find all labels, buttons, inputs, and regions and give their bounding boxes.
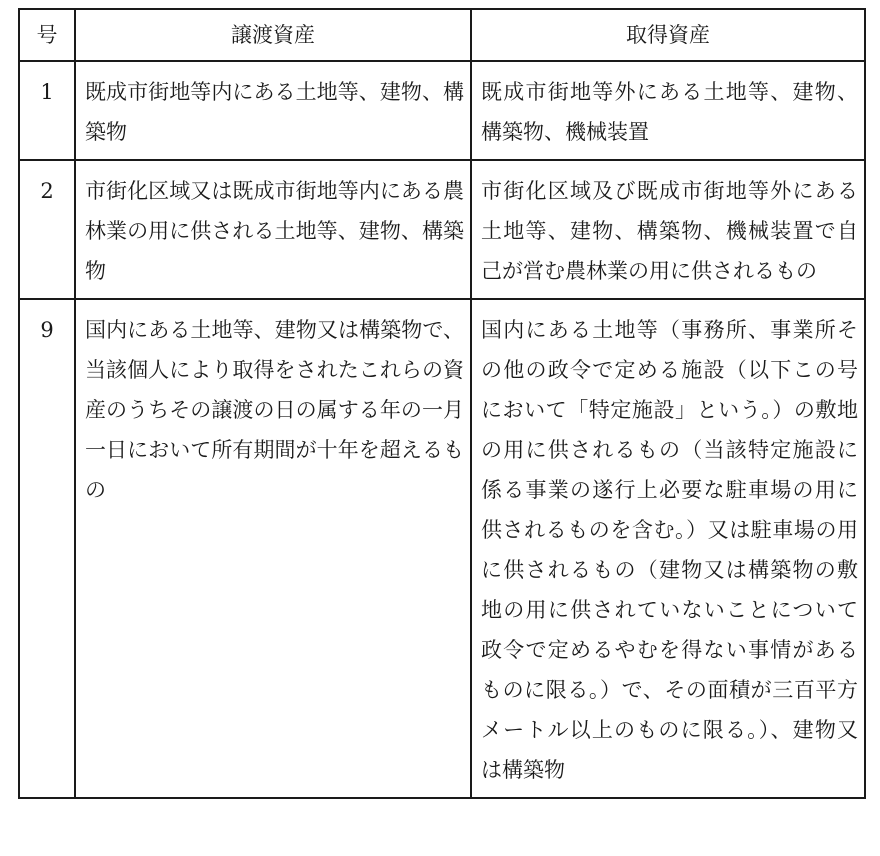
transfer-asset-cell: 国内にある土地等、建物又は構築物で、当該個人により取得をされたこれらの資産のうちその譲渡の日の属する年の一月一日において所有期間が十年を超えるもの	[75, 299, 471, 798]
header-row	[19, 9, 865, 61]
table-row	[19, 160, 865, 299]
table-row	[19, 299, 865, 798]
header-acquired-asset: 取得資産	[471, 9, 865, 61]
table-row	[19, 61, 865, 160]
transfer-asset-cell: 市街化区域又は既成市街地等内にある農林業の用に供される土地等、建物、構築物	[75, 160, 471, 299]
row-number: 1	[19, 61, 75, 160]
transfer-asset-cell: 既成市街地等内にある土地等、建物、構築物	[75, 61, 471, 160]
acquired-asset-cell: 国内にある土地等（事務所、事業所その他の政令で定める施設（以下この号において「特定施設」という。）の敷地の用に供されるもの（当該特定施設に係る事業の遂行上必要な駐車場の用に供されるものを含む。）又は駐車場の用に供されるもの（建物又は構築物の敷地の用に供されていないことについて政令で定めるやむを得ない事情があるものに限る。）で、その面積が三百平方メートル以上のものに限る。）、建物又は構築物	[471, 299, 865, 798]
row-number: 2	[19, 160, 75, 299]
row-number: 9	[19, 299, 75, 798]
header-transfer-asset: 譲渡資産	[75, 9, 471, 61]
acquired-asset-cell: 既成市街地等外にある土地等、建物、構築物、機械装置	[471, 61, 865, 160]
asset-table	[18, 8, 866, 799]
header-number: 号	[19, 9, 75, 61]
acquired-asset-cell: 市街化区域及び既成市街地等外にある土地等、建物、構築物、機械装置で自己が営む農林業の用に供されるもの	[471, 160, 865, 299]
